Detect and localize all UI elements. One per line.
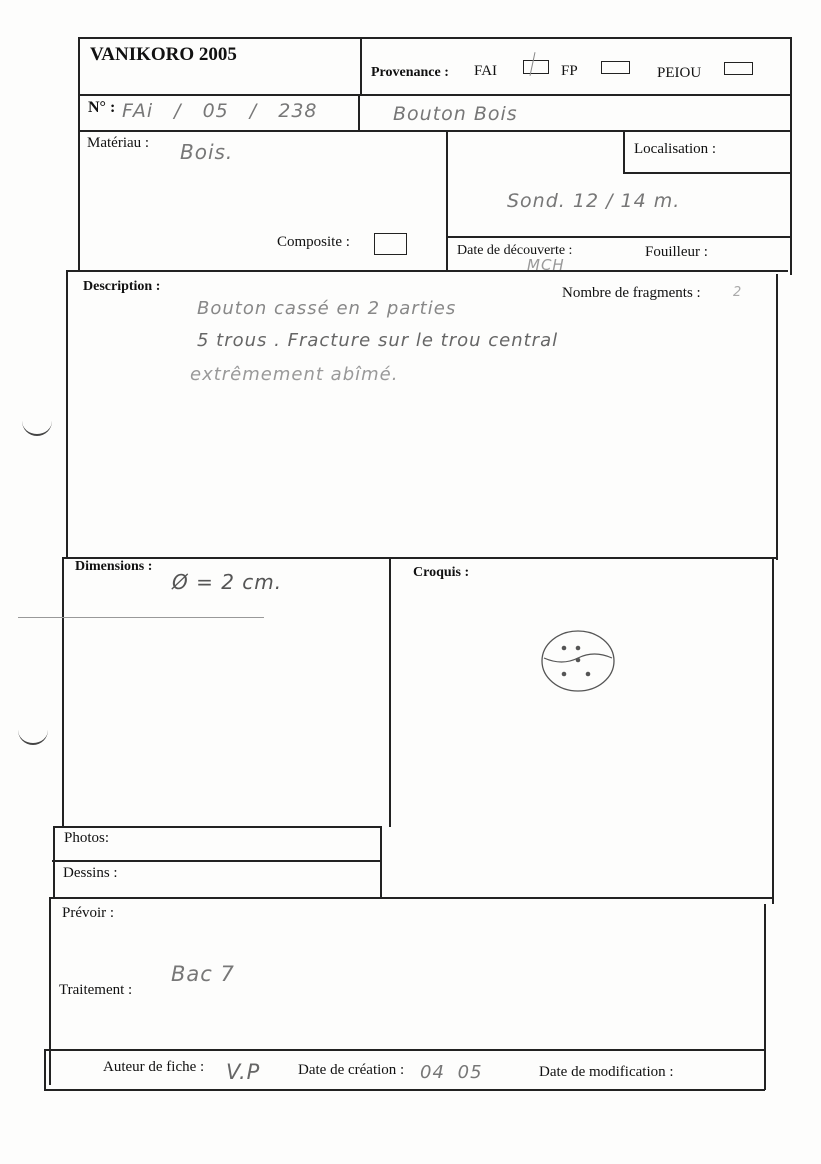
localisation-value: Sond. 12 / 14 m.: [507, 190, 681, 212]
decouverte-top: [446, 236, 790, 238]
number-label: N° :: [88, 99, 116, 116]
fouilleur-value: MCH: [527, 256, 565, 274]
row2-bottom: [78, 130, 791, 132]
checkbox-peiou[interactable]: [724, 62, 753, 75]
sketch-hole: [562, 646, 567, 651]
composite-label: Composite :: [277, 234, 350, 250]
prov-option-fai: FAI: [474, 63, 498, 79]
materiau-label: Matériau :: [87, 135, 150, 151]
checkbox-fai[interactable]: [523, 60, 549, 74]
traitement-value: Bac 7: [171, 962, 235, 986]
prevoir-right: [764, 904, 766, 1090]
sketch-hole: [576, 658, 581, 663]
scan-line: [18, 617, 264, 618]
number-divider: [358, 94, 360, 130]
photos-top: [53, 826, 382, 828]
dimensions-label: Dimensions :: [75, 559, 153, 574]
prevoir-left: [49, 897, 51, 1085]
traitement-label: Traitement :: [59, 982, 133, 998]
creation-label: Date de création :: [298, 1062, 405, 1078]
composite-checkbox[interactable]: [374, 233, 407, 255]
dessins-label: Dessins :: [63, 865, 118, 881]
provenance-label: Provenance :: [371, 65, 449, 80]
description-line-2: 5 trous . Fracture sur le trou central: [197, 330, 559, 351]
section-bottom: [68, 270, 788, 272]
croquis-label: Croquis :: [413, 565, 470, 580]
fouilleur-label: Fouilleur :: [645, 244, 708, 260]
prov-option-fp: FP: [561, 63, 578, 79]
materiau-value: Bois.: [180, 140, 234, 164]
materiau-divider: [446, 130, 448, 272]
localisation-box-left: [623, 130, 625, 173]
dessins-top: [52, 860, 382, 862]
form-title: VANIKORO 2005: [90, 44, 237, 65]
footer-left: [44, 1049, 46, 1090]
footer-top: [44, 1049, 765, 1051]
auteur-label: Auteur de fiche :: [103, 1059, 205, 1075]
footer-bottom: [44, 1089, 765, 1091]
creation-value: 04 05: [420, 1062, 483, 1083]
dimensions-left-lower: [53, 826, 55, 898]
sketch-hole: [576, 646, 581, 651]
dimensions-divider-lower: [380, 826, 382, 898]
description-label: Description :: [83, 279, 161, 294]
binder-mark-upper: [22, 420, 52, 436]
object-name: Bouton Bois: [393, 103, 518, 125]
description-line-1: Bouton cassé en 2 parties: [197, 298, 457, 319]
button-sketch: [538, 628, 618, 694]
description-left: [66, 270, 68, 557]
sketch-hole: [562, 672, 567, 677]
frame-right: [790, 37, 792, 275]
dimensions-left: [62, 557, 64, 827]
prov-option-peiou: PEIOU: [657, 65, 702, 81]
modification-label: Date de modification :: [539, 1064, 674, 1080]
description-right: [776, 274, 778, 560]
description-bottom: [63, 557, 777, 559]
checkbox-fp[interactable]: [601, 61, 630, 74]
row1-bottom: [78, 94, 791, 96]
description-line-3: extrêmement abîmé.: [190, 364, 399, 385]
dimensions-divider: [389, 557, 391, 827]
sketch-hole: [586, 672, 591, 677]
localisation-box-bottom: [623, 172, 790, 174]
auteur-value: V.P: [226, 1060, 261, 1084]
prevoir-label: Prévoir :: [62, 905, 115, 921]
number-value: FAi / 05 / 238: [122, 100, 318, 122]
binder-mark-lower: [18, 725, 48, 745]
photos-label: Photos:: [64, 830, 110, 846]
croquis-right: [772, 557, 774, 904]
header-divider: [360, 37, 362, 94]
fragments-value: 2: [733, 285, 743, 300]
frame-left: [78, 37, 80, 272]
lower-section-top: [50, 897, 773, 899]
dimensions-value: Ø = 2 cm.: [172, 570, 283, 594]
localisation-label: Localisation :: [634, 141, 717, 157]
fragments-label: Nombre de fragments :: [562, 285, 701, 301]
date-decouverte-label: Date de découverte :: [457, 243, 573, 258]
frame-top: [78, 37, 791, 39]
